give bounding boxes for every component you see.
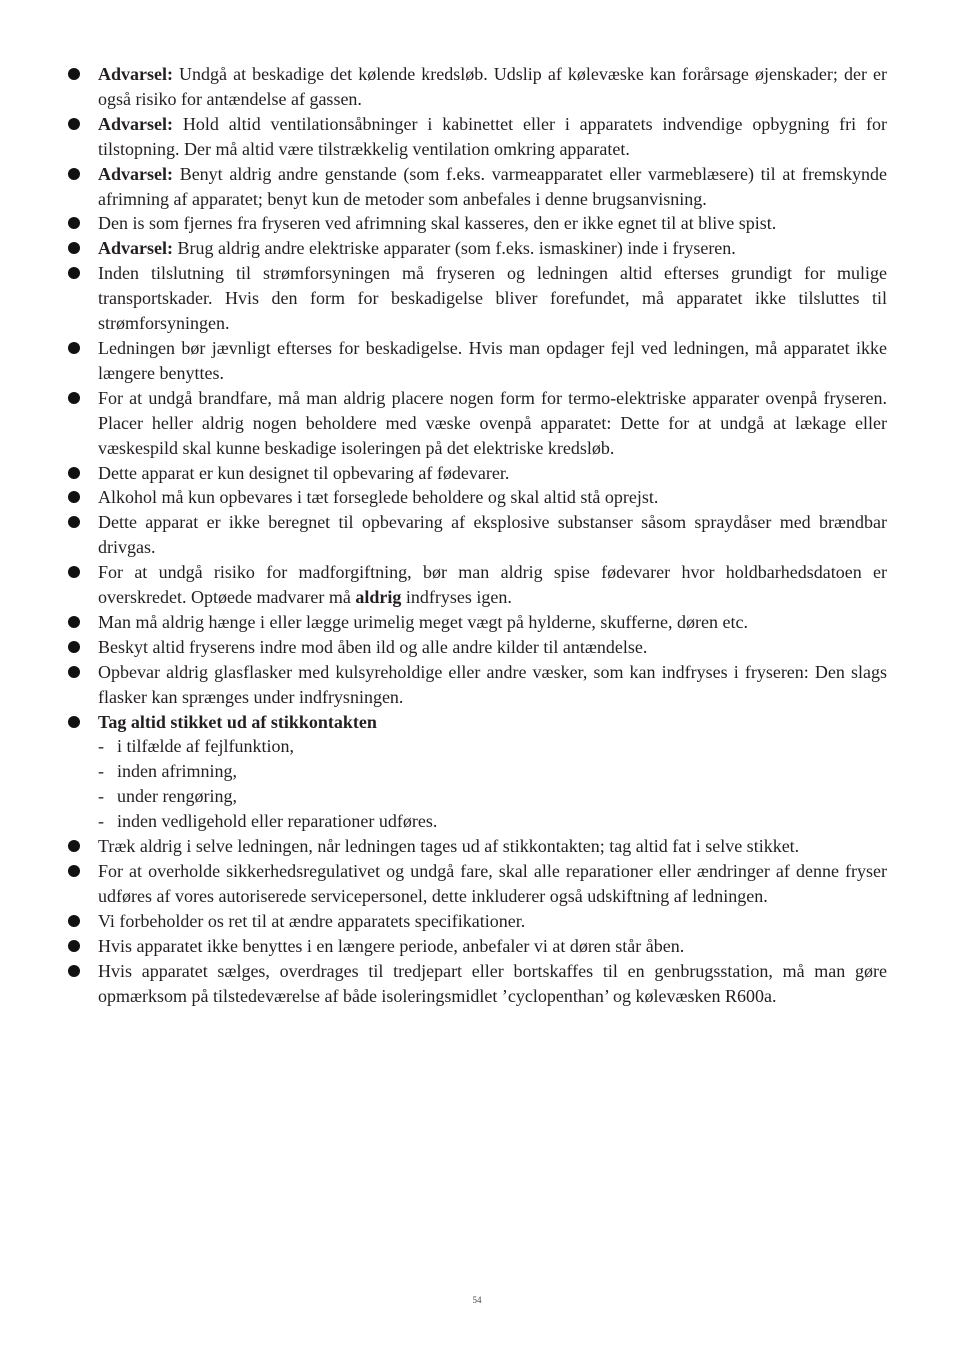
item-text: Hvis apparatet ikke benyttes i en længere periode, anbefaler vi at døren står åben. xyxy=(98,935,685,956)
item-text: Hvis apparatet sælges, overdrages til tredjepart eller bortskaffes til en genbrugsstation, må man gøre opmærksom på tilstedeværelse af både isoleringsmidlet ’cyclopenthan’ og kølevæsken R600a. xyxy=(98,960,887,1006)
bullet-icon xyxy=(68,666,80,678)
warning-label: Advarsel: xyxy=(98,113,173,134)
warning-label: Advarsel: xyxy=(98,238,173,259)
item-text: Opbevar aldrig glasflasker med kulsyreholdige eller andre væsker, som kan indfryses i fryseren: Den slags flasker kan sprænges under indfrysningen. xyxy=(98,661,887,707)
list-item xyxy=(67,62,887,112)
item-text: Ledningen bør jævnligt efterses for beskadigelse. Hvis man opdager fejl ved ledningen, må apparatet ikke længere benyttes. xyxy=(98,337,887,383)
item-text: Vi forbeholder os ret til at ændre apparatets specifikationer. xyxy=(98,910,526,931)
sub-item-text: inden afrimning, xyxy=(117,761,237,782)
warning-label: Advarsel: xyxy=(98,64,173,84)
item-text: Dette apparat er kun designet til opbevaring af fødevarer. xyxy=(98,462,510,483)
bullet-icon xyxy=(68,467,80,479)
list-item xyxy=(67,236,887,261)
bullet-icon xyxy=(68,242,80,254)
bullet-icon xyxy=(68,915,80,927)
dash-marker: - xyxy=(98,761,104,782)
item-text: Brug aldrig andre elektriske apparater (som f.eks. ismaskiner) inde i fryseren. xyxy=(173,238,736,259)
item-text: Den is som fjernes fra fryseren ved afrimning skal kasseres, den er ikke egnet til at blive spist. xyxy=(98,213,777,234)
list-item xyxy=(67,959,887,1009)
bullet-icon xyxy=(68,516,80,528)
safety-list xyxy=(67,62,887,1008)
inline-emphasis: aldrig xyxy=(355,587,402,608)
bullet-icon xyxy=(68,342,80,354)
item-text: Benyt aldrig andre genstande (som f.eks. varmeapparatet eller varmeblæsere) til at fremskynde afrimning af apparatet; benyt kun de metoder som anbefales i denne brugsanvisning. xyxy=(98,163,887,209)
page-number: 54 xyxy=(472,1295,482,1305)
warning-label: Advarsel: xyxy=(98,163,173,184)
item-text: Beskyt altid fryserens indre mod åben ild og alle andre kilder til antændelse. xyxy=(98,636,648,657)
list-item xyxy=(67,261,887,336)
item-text-after: indfryses igen. xyxy=(401,587,512,608)
list-item xyxy=(67,635,887,660)
bullet-icon xyxy=(68,965,80,977)
list-item xyxy=(67,610,887,635)
document-body xyxy=(67,62,887,1008)
bullet-icon xyxy=(68,641,80,653)
list-item xyxy=(67,859,887,909)
list-item xyxy=(67,909,887,934)
item-text: For at undgå risiko for madforgiftning, bør man aldrig spise fødevarer hvor holdbarhedsdatoen er overskredet. Optøede madvarer må xyxy=(98,562,887,608)
item-text: For at overholde sikkerhedsregulativet og undgå fare, skal alle reparationer eller ændringer af denne fryser udføres af vores autoriserede servicepersonel, dette inkluderer også udskiftning af ledningen. xyxy=(98,861,887,906)
bullet-icon xyxy=(68,267,80,279)
item-text: Dette apparat er ikke beregnet til opbevaring af eksplosive substanser såsom spraydåser med brændbar drivgas. xyxy=(98,512,887,558)
item-text: Man må aldrig hænge i eller lægge urimelig meget vægt på hylderne, skufferne, døren etc. xyxy=(98,611,748,632)
list-item xyxy=(67,710,887,835)
list-item xyxy=(67,162,887,212)
list-item xyxy=(67,336,887,386)
list-item xyxy=(67,386,887,461)
list-item xyxy=(67,461,887,486)
bullet-icon xyxy=(68,940,80,952)
sub-item-text: i tilfælde af fejlfunktion, xyxy=(117,736,294,757)
list-item xyxy=(67,112,887,162)
bullet-icon xyxy=(68,566,80,578)
bullet-icon xyxy=(68,68,80,80)
unplug-sublist xyxy=(98,734,887,834)
sub-item-text: inden vedligehold eller reparationer udføres. xyxy=(117,811,438,832)
sub-item xyxy=(98,759,887,784)
bullet-icon xyxy=(68,168,80,180)
bullet-icon xyxy=(68,118,80,130)
list-item xyxy=(67,510,887,560)
item-text: Træk aldrig i selve ledningen, når ledningen tages ud af stikkontakten; tag altid fat i selve stikket. xyxy=(98,836,800,857)
dash-marker: - xyxy=(98,811,104,832)
bullet-icon xyxy=(68,716,80,728)
item-text: Alkohol må kun opbevares i tæt forseglede beholdere og skal altid stå oprejst. xyxy=(98,487,659,508)
list-item xyxy=(67,834,887,859)
bullet-icon xyxy=(68,491,80,503)
list-item xyxy=(67,560,887,610)
item-text: Inden tilslutning til strømforsyningen må fryseren og ledningen altid efterses grundigt for mulige transportskader. Hvis den form for beskadigelse bliver forefundet, må apparatet ikke tilsluttes til strømforsyningen. xyxy=(98,263,887,334)
bullet-icon xyxy=(68,616,80,628)
list-item xyxy=(67,485,887,510)
sub-item xyxy=(98,734,887,759)
item-text: Hold altid ventilationsåbninger i kabinettet eller i apparatets indvendige opbygning fri for tilstopning. Der må altid være tilstrækkelig ventilation omkring apparatet. xyxy=(98,113,887,159)
bullet-icon xyxy=(68,217,80,229)
sub-item xyxy=(98,784,887,809)
item-text: Undgå at beskadige det kølende kredsløb. Udslip af kølevæske kan forårsage øjenskader; der er også risiko for antændelse af gassen. xyxy=(98,64,887,109)
list-item xyxy=(67,660,887,710)
bullet-icon xyxy=(68,392,80,404)
dash-marker: - xyxy=(98,736,104,757)
bullet-icon xyxy=(68,865,80,877)
dash-marker: - xyxy=(98,786,104,807)
list-item xyxy=(67,211,887,236)
list-item xyxy=(67,934,887,959)
sub-item xyxy=(98,809,887,834)
sub-item-text: under rengøring, xyxy=(117,786,237,807)
item-text: For at undgå brandfare, må man aldrig placere nogen form for termo-elektriske apparater ovenpå fryseren. Placer heller aldrig nogen beholdere med væske ovenpå apparatet: Dette for at undgå at lækage eller væskespild skal kunne beskadige isoleringen på det elektriske kredsløb. xyxy=(98,387,887,458)
unplug-heading: Tag altid stikket ud af stikkontakten xyxy=(98,711,377,732)
bullet-icon xyxy=(68,840,80,852)
